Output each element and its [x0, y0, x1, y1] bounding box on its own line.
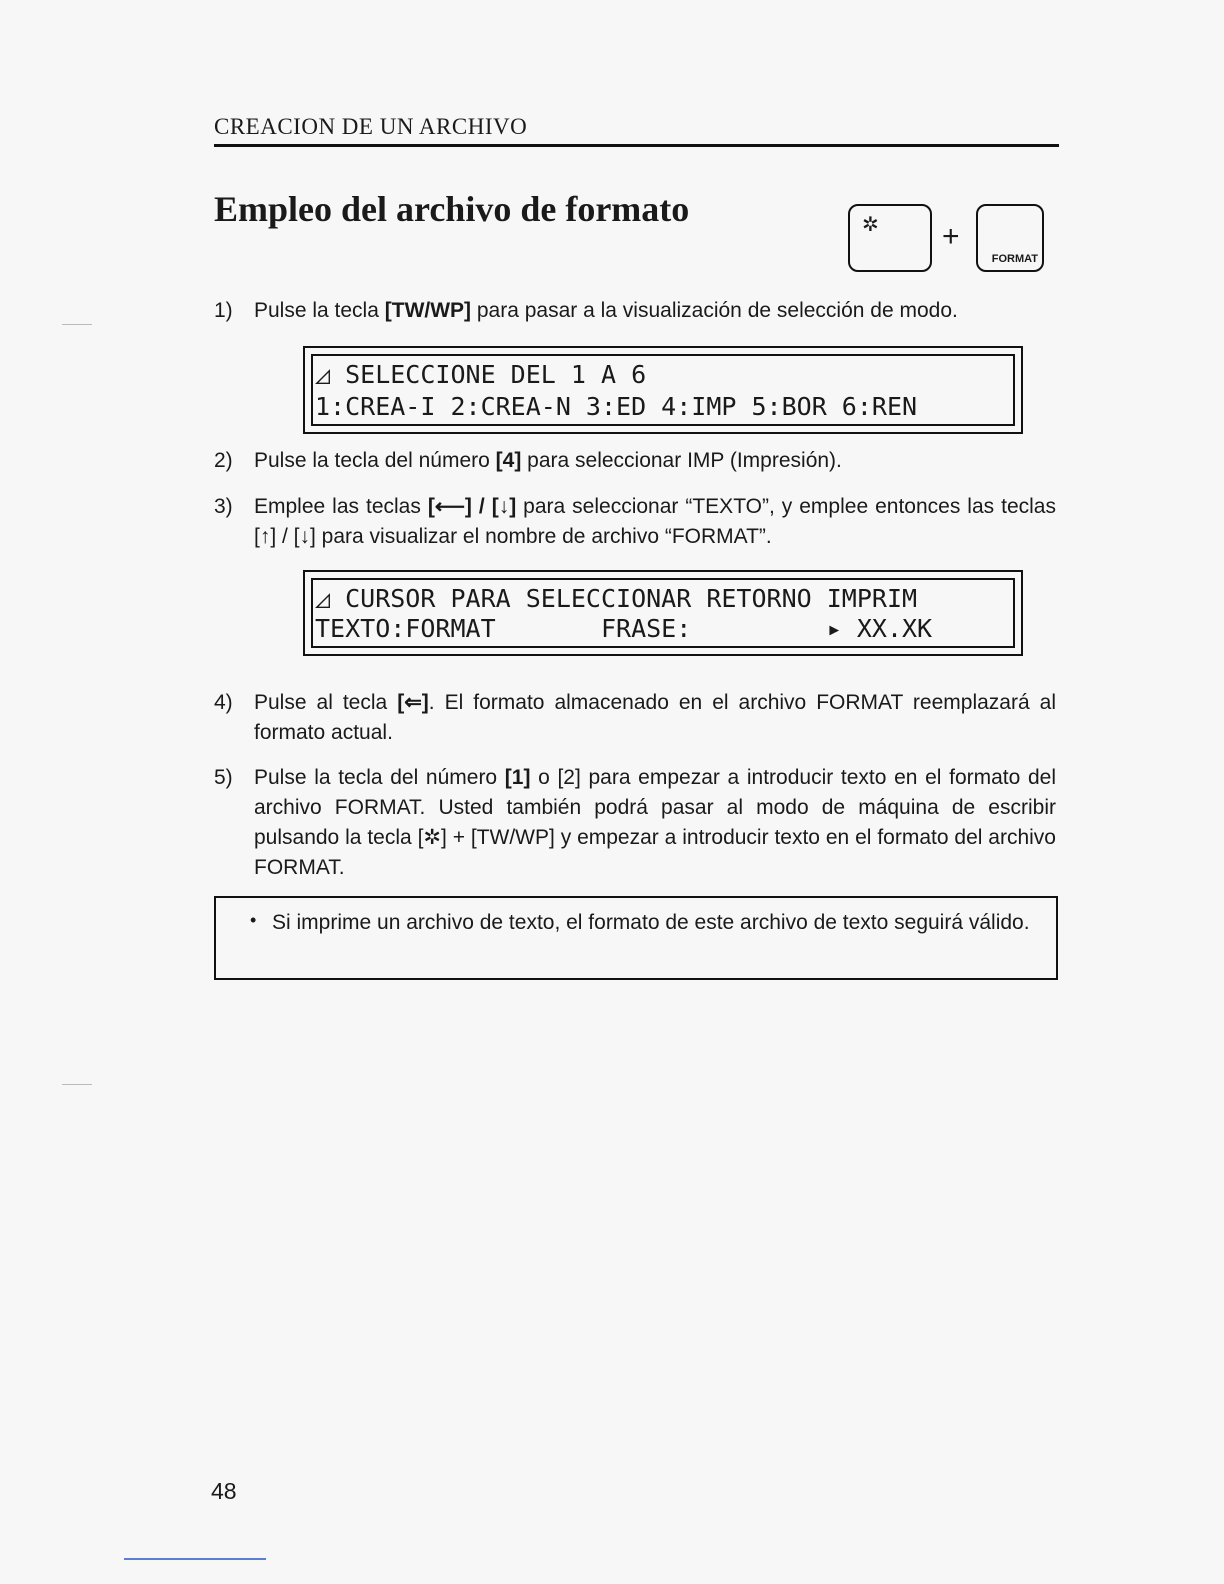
step-4 [214, 688, 1056, 748]
margin-mark [62, 324, 92, 325]
step-text: Pulse la tecla [TW/WP] para pasar a la visualización de selección de modo. [254, 299, 958, 322]
shift-key-icon [848, 204, 932, 272]
plus-sign: + [942, 220, 960, 253]
step-text: Pulse la tecla del número [1] o [2] para empezar a introducir texto en el formato del archivo FORMAT. Usted también podrá pasar al modo de máquina de escribir pulsando la tecla [✲] + [TW/WP] y empezar a introducir texto en el formato del archivo FORMAT. [254, 766, 1056, 879]
step-number: 2) [214, 449, 233, 472]
key-reference: [1] [504, 766, 531, 789]
lcd-line-2: TEXTO:FORMAT FRASE: ▸ XX.XK [315, 614, 933, 643]
bottom-divider [124, 1558, 266, 1560]
step-text: Pulse la tecla del número [4] para seleccionar IMP (Impresión). [254, 449, 842, 472]
star-key-symbol: ✲ [862, 214, 879, 236]
margin-mark [62, 1084, 92, 1085]
step-number: 5) [214, 766, 233, 789]
lcd-line-1: ◿ CURSOR PARA SELECCIONAR RETORNO IMPRIM [315, 584, 918, 613]
lcd-line-2: 1:CREA-I 2:CREA-N 3:ED 4:IMP 5:BOR 6:REN [315, 392, 918, 421]
page-number: 48 [211, 1478, 237, 1504]
format-key-label: FORMAT [991, 253, 1038, 265]
step-number: 3) [214, 495, 233, 518]
lcd-line-1: ◿ SELECCIONE DEL 1 A 6 [315, 360, 647, 389]
header-rule [214, 144, 1059, 147]
key-reference: [⇐] [397, 691, 429, 714]
lcd-display-print-select [303, 570, 1023, 656]
running-header [214, 114, 1059, 140]
header-title: CREACION DE UN ARCHIVO [214, 114, 528, 139]
step-number: 4) [214, 691, 233, 714]
format-key-icon [976, 204, 1044, 272]
lcd-display-mode-select [303, 346, 1023, 434]
step-number: 1) [214, 299, 233, 322]
step-text: Pulse al tecla [⇐]. El formato almacenado en el archivo FORMAT reemplazará al formato actual. [254, 691, 1056, 744]
step-5 [214, 763, 1056, 883]
key-reference: [⟵] / [↓] [427, 495, 517, 518]
key-reference: [4] [495, 449, 522, 472]
note-text: Si imprime un archivo de texto, el formato de este archivo de texto seguirá válido. [272, 911, 1030, 934]
step-text: Emplee las teclas [⟵] / [↓] para seleccionar “TEXTO”, y emplee entonces las teclas [↑] / [↓] para visualizar el nombre de archivo “FORMAT”. [254, 495, 1056, 548]
bullet-icon: • [250, 910, 257, 930]
note-box [214, 896, 1058, 980]
section-heading: Empleo del archivo de formato [214, 189, 690, 229]
step-2 [214, 446, 1056, 476]
key-reference: [TW/WP] [384, 299, 472, 322]
key-combination [848, 204, 1048, 278]
step-1 [214, 296, 1056, 326]
step-3 [214, 492, 1056, 552]
